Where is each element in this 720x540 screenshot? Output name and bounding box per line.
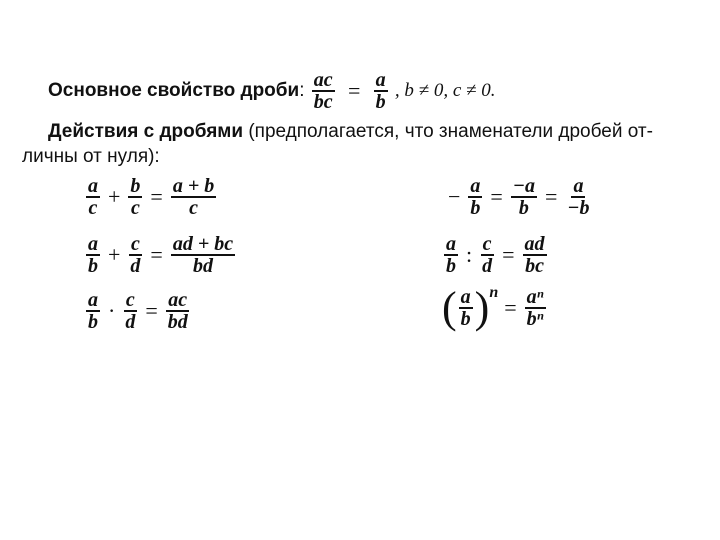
fraction-denominator: b: [88, 255, 98, 277]
left-paren: (: [442, 283, 457, 332]
fraction-denominator: b: [446, 255, 456, 277]
fraction-denominator: −b: [567, 197, 590, 219]
fraction: [444, 234, 458, 276]
fraction-numerator: c: [125, 289, 135, 311]
fraction-numerator: a: [460, 286, 471, 308]
property-colon: :: [299, 80, 305, 102]
property-line: [48, 70, 495, 112]
fraction-numerator: ad + bc: [172, 233, 234, 255]
fraction-denominator: d: [130, 255, 141, 277]
plus-sign: +: [108, 242, 121, 267]
property-condition: , b ≠ 0, c ≠ 0.: [394, 80, 496, 102]
equals-sign: =: [145, 298, 158, 323]
fraction-denominator: b: [518, 197, 529, 219]
fraction-numerator: a: [375, 69, 386, 91]
fraction-numerator: a + b: [172, 175, 215, 197]
multiply-dot: ·: [108, 298, 116, 323]
right-paren: ): [474, 283, 490, 332]
fraction-numerator: a: [470, 175, 481, 197]
fraction: [86, 234, 100, 276]
fraction-denominator: c: [130, 197, 140, 219]
property-lhs-fraction: [312, 70, 335, 112]
fraction-denominator: b: [470, 197, 481, 219]
fraction: [128, 234, 142, 276]
fraction-denominator: bd: [192, 255, 213, 277]
fraction: [123, 290, 137, 332]
fraction-numerator: c: [482, 233, 492, 255]
actions-label: Действия с дробями: [48, 121, 244, 142]
fraction: [459, 287, 473, 329]
property-rhs-fraction: [374, 70, 388, 112]
result-fraction: [171, 234, 235, 276]
equals-sign: =: [544, 184, 558, 209]
fraction-denominator: bc: [525, 255, 544, 277]
divide-sign: :: [466, 242, 473, 267]
fraction-numerator: a: [88, 233, 98, 255]
equals-sign: =: [347, 78, 361, 103]
fraction-denominator: bⁿ: [526, 308, 544, 330]
formula-add-different-denominator: [84, 234, 237, 276]
result-fraction: [523, 234, 547, 276]
fraction: [565, 176, 591, 218]
formula-multiply: [84, 290, 192, 332]
fraction-denominator: c: [88, 197, 98, 219]
fraction-numerator: ac: [313, 69, 333, 91]
formula-divide: [442, 234, 549, 276]
fraction-numerator: c: [130, 233, 140, 255]
actions-note-line: [22, 145, 160, 169]
fraction-denominator: d: [482, 255, 493, 277]
exponent: n: [489, 284, 499, 301]
fraction-denominator: bc: [313, 91, 333, 113]
minus-sign: −: [448, 184, 461, 209]
formula-negation: [442, 176, 594, 218]
fraction-numerator: a: [573, 175, 584, 197]
fraction-denominator: c: [189, 197, 198, 219]
fraction-numerator: a: [88, 289, 98, 311]
equals-sign: =: [490, 184, 503, 209]
fraction-denominator: d: [125, 311, 136, 333]
equals-sign: =: [504, 295, 517, 320]
fraction-denominator: bd: [167, 311, 188, 333]
formula-power: [442, 283, 548, 332]
fraction-denominator: b: [375, 91, 386, 113]
property-label: Основное свойство дроби: [48, 80, 300, 102]
fraction: [511, 176, 537, 218]
fraction-numerator: b: [130, 175, 141, 197]
fraction-numerator: −a: [512, 175, 535, 197]
fraction: [128, 176, 142, 218]
fraction-numerator: aⁿ: [526, 286, 544, 308]
fraction-numerator: a: [88, 175, 98, 197]
result-fraction: [166, 290, 190, 332]
fraction-denominator: b: [88, 311, 98, 333]
equals-sign: =: [502, 242, 515, 267]
fraction-numerator: a: [446, 233, 456, 255]
fraction: [480, 234, 494, 276]
result-fraction: [171, 176, 216, 218]
actions-heading-line: [48, 120, 653, 144]
fraction-numerator: ac: [168, 289, 188, 311]
fraction: [86, 176, 100, 218]
plus-sign: +: [108, 184, 121, 209]
actions-note-part2: личны от нуля):: [22, 146, 160, 167]
actions-note-part1: (предполагается, что знаменатели дробей от-: [248, 121, 653, 142]
equals-sign: =: [150, 184, 163, 209]
fraction: [86, 290, 100, 332]
equals-sign: =: [150, 242, 163, 267]
result-fraction: [525, 287, 546, 329]
formula-add-same-denominator: [84, 176, 218, 218]
fraction-denominator: b: [460, 308, 471, 330]
fraction-numerator: ad: [524, 233, 545, 255]
fraction: [468, 176, 482, 218]
